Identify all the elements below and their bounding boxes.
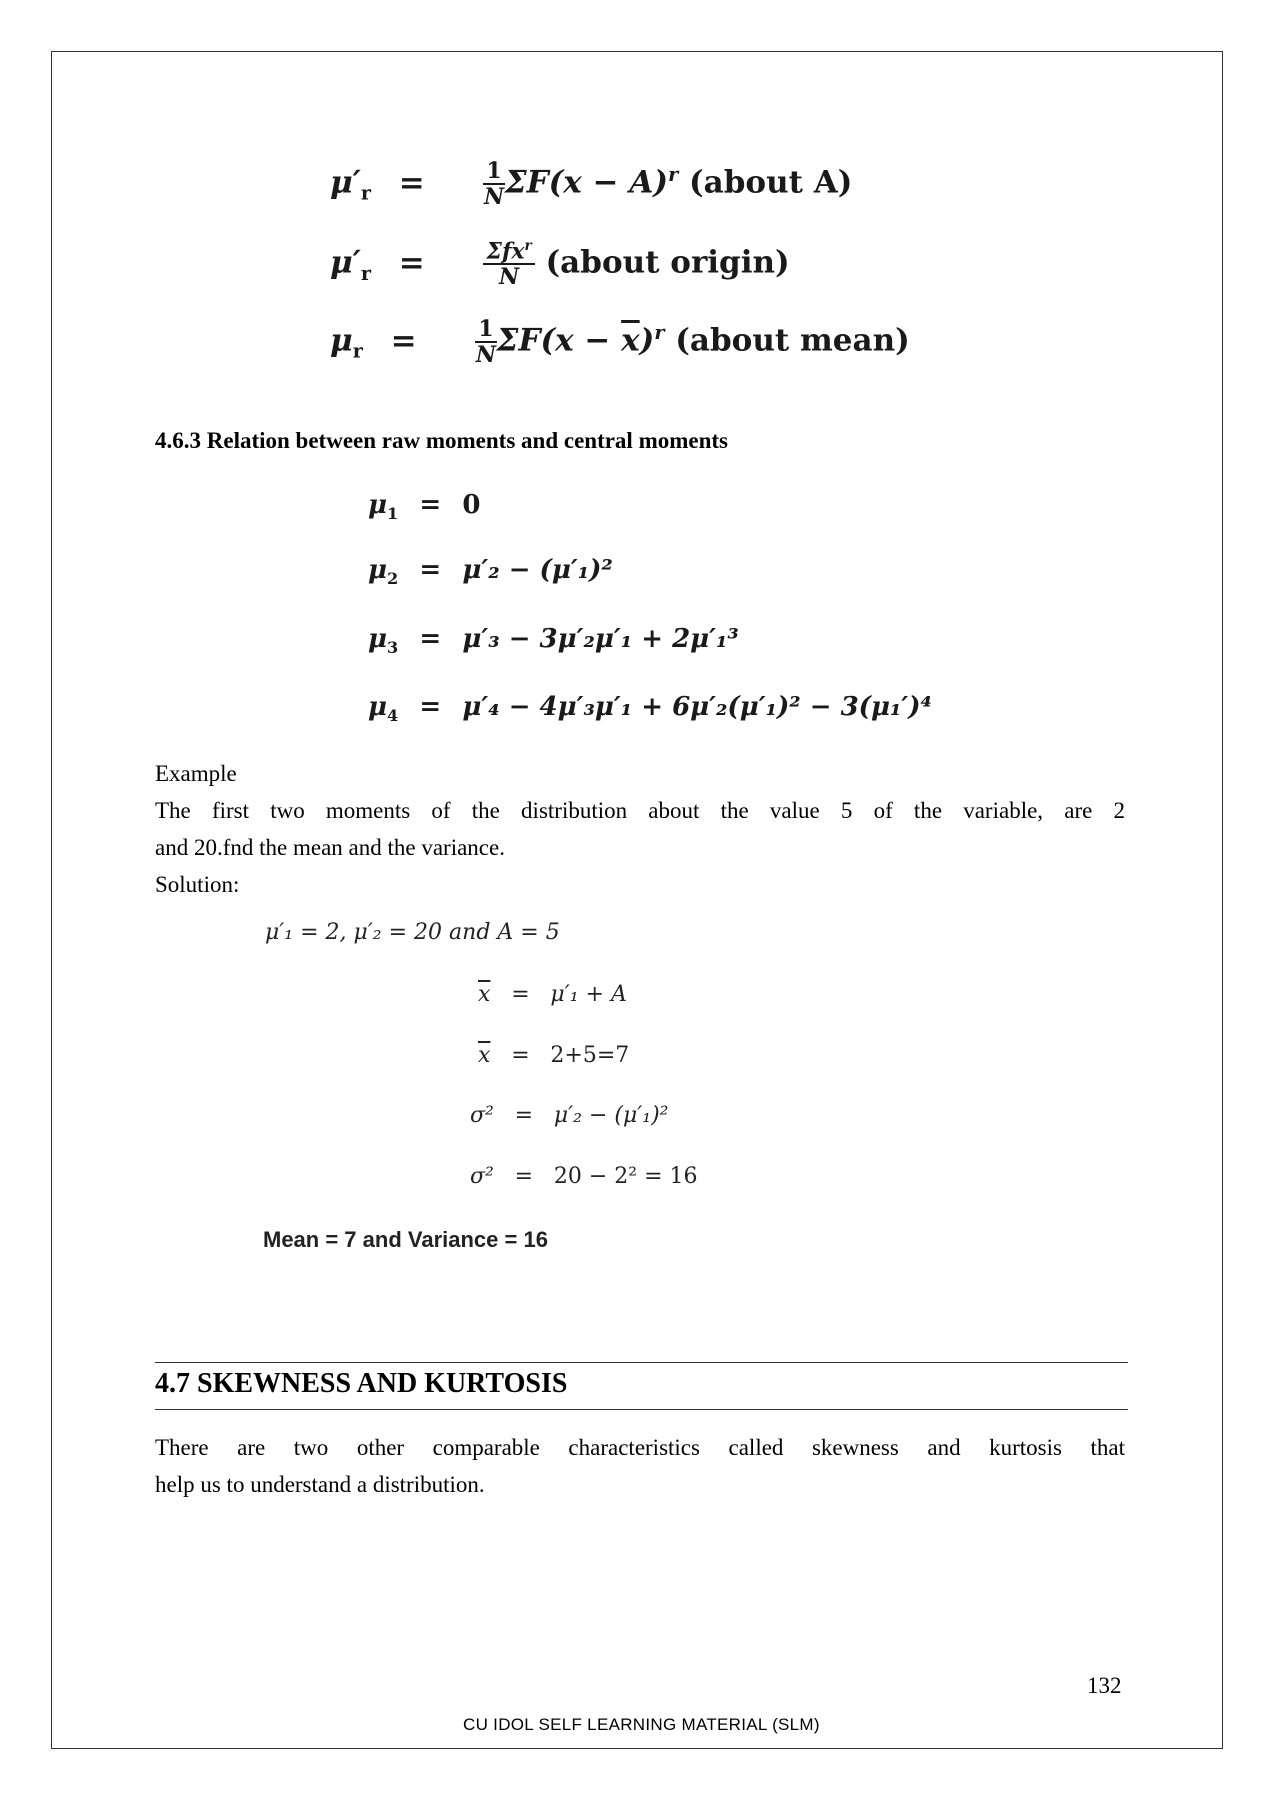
- section-text-line-2: help us to understand a distribution.: [155, 1472, 485, 1497]
- moment-symbol: μ′: [330, 164, 361, 201]
- section-rule-bottom: [155, 1409, 1128, 1410]
- page-number: 132: [1087, 1673, 1122, 1698]
- moment-def-about-origin: $\mu'_r$ = $\frac{\Sigma fx^r}{N}$ (about origin): [330, 238, 790, 291]
- section-title: 4.7 SKEWNESS AND KURTOSIS: [155, 1368, 568, 1399]
- relation-mu2: $\mu_2 = \mu'_2 - (\mu'_1)^2$: [368, 555, 613, 589]
- solution-result: Mean = 7 and Variance = 16: [263, 1227, 548, 1252]
- example-text-line-2: and 20.fnd the mean and the variance.: [155, 835, 505, 860]
- relation-mu1: $\mu_1 = 0$: [368, 490, 481, 524]
- solution-step-variance-value: σ² = 20 − 2² = 16: [470, 1164, 698, 1189]
- relation-mu3: $\mu_3 = \mu'_3 - 3\mu'_2\mu'_1 + 2\mu'_1^3$: [368, 624, 739, 658]
- relation-mu4: $\mu_4 = \mu'_4 - 4\mu'_3\mu'_1 + 6\mu'_2(\mu'_1)^2 - 3(\mu_1')^4$: [368, 692, 932, 726]
- solution-label: Solution:: [155, 872, 240, 897]
- moment-def-about-mean: $\mu_r$ = $\frac{1}{N}$ $\Sigma F(x - \overline{x})^r$ (about mean): [330, 316, 910, 368]
- fraction-sum-fx-over-n: $\frac{\Sigma fx^r}{N}$: [483, 240, 534, 288]
- section-rule-top: [155, 1362, 1128, 1363]
- section-text-line-1: There are two other comparable characteristics called skewness and kurtosis that: [155, 1435, 1125, 1460]
- example-label: Example: [155, 761, 237, 786]
- subsection-title: 4.6.3 Relation between raw moments and central moments: [155, 428, 729, 453]
- moment-note: (about mean): [675, 322, 910, 359]
- solution-given: μ′₁ = 2, μ′₂ = 20 and A = 5: [265, 920, 560, 945]
- footer-text: CU IDOL SELF LEARNING MATERIAL (SLM): [463, 1715, 820, 1734]
- fraction-one-over-n: $\frac{1}{N}$: [483, 158, 505, 210]
- moment-def-about-a: $\mu'_r$ = $\frac{1}{N}$ $\Sigma F(x - A)^r$ (about A): [330, 158, 853, 210]
- solution-step-variance-formula: σ² = μ′₂ − (μ′₁)²: [470, 1103, 669, 1128]
- solution-step-mean-formula: $\overline{x} = \mu'_1 + A$: [478, 982, 627, 1007]
- example-text-line-1: The first two moments of the distribution about the value 5 of the variable, are 2: [155, 798, 1125, 823]
- solution-step-mean-value: $\overline{x} = 2+5=7$: [478, 1043, 630, 1068]
- moment-note: (about origin): [545, 244, 790, 281]
- moment-note: (about A): [688, 164, 853, 201]
